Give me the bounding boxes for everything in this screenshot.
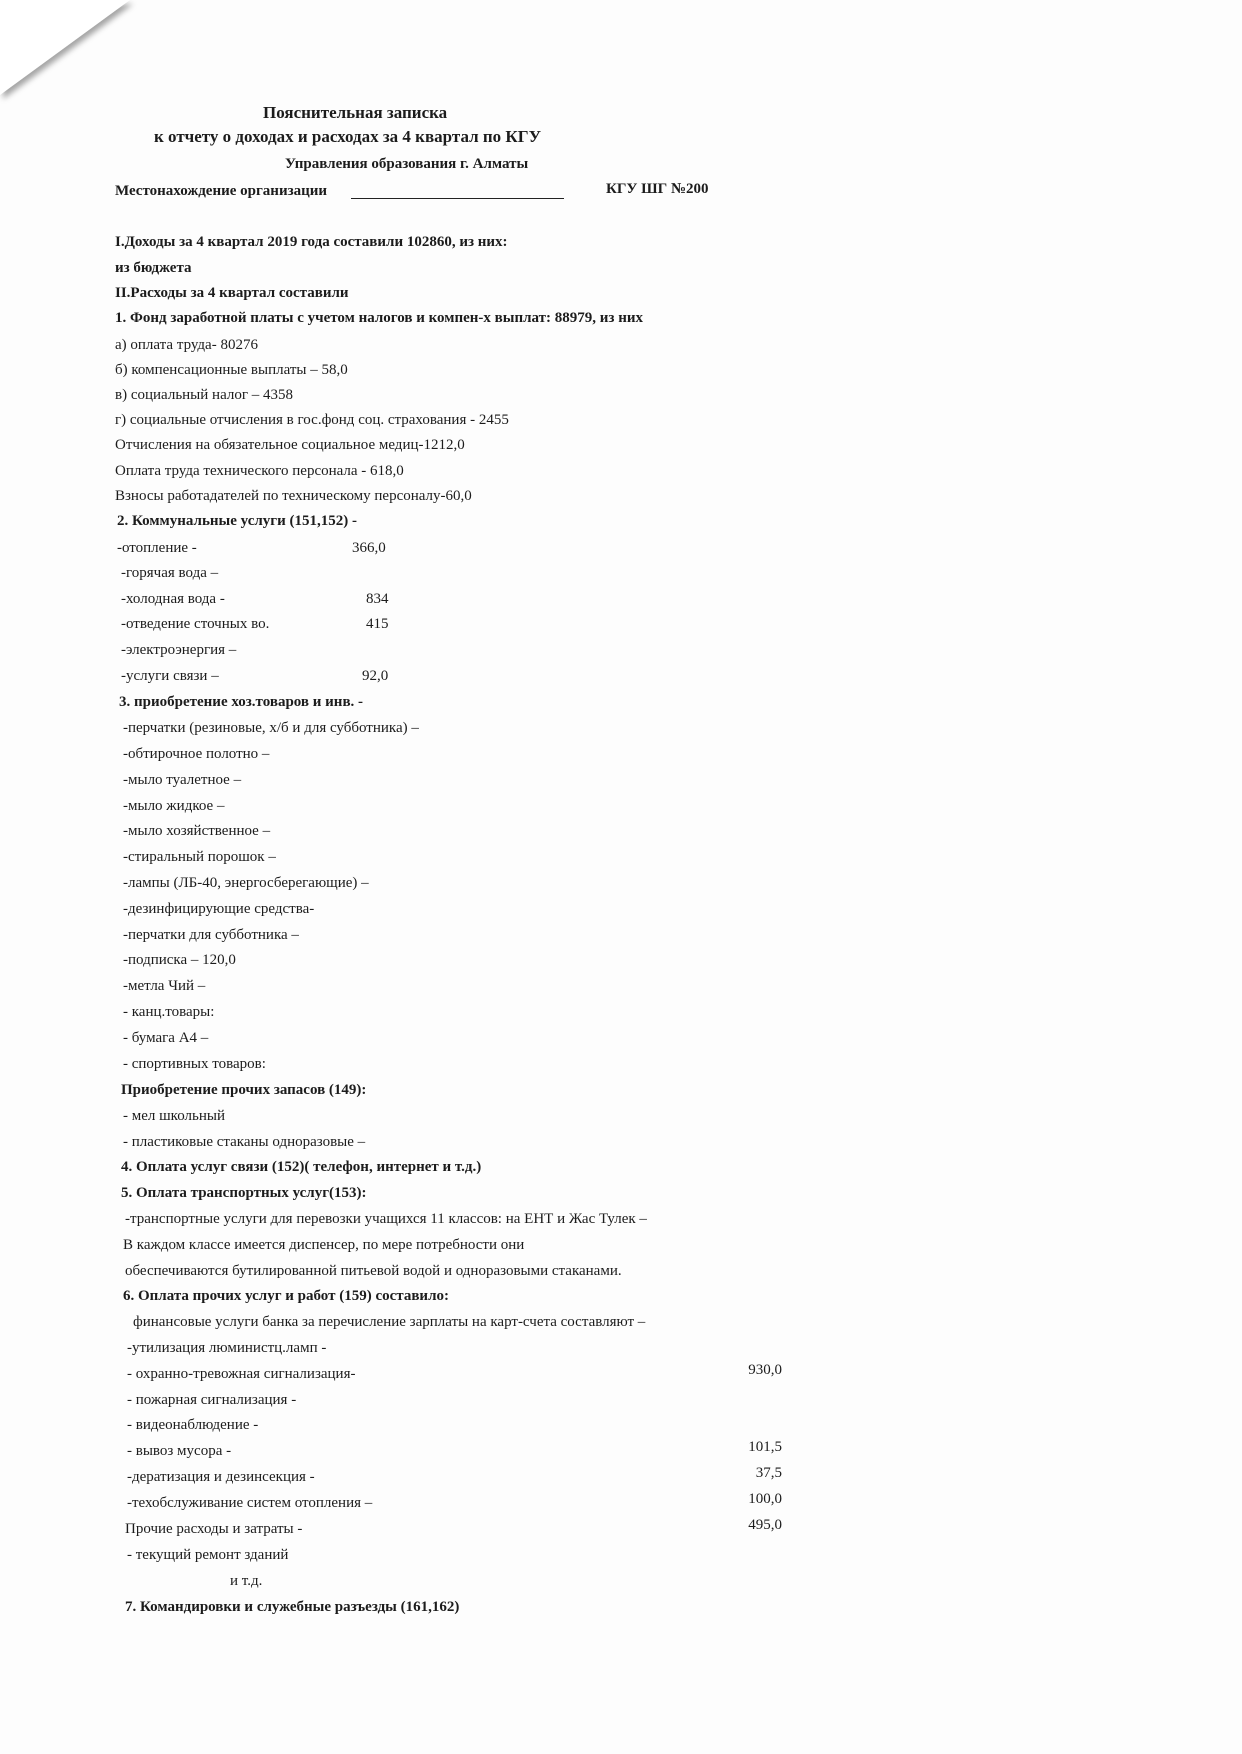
- s2-item-label: -холодная вода -: [121, 591, 225, 607]
- s5-line: В каждом классе имеется диспенсер, по мере потребности они: [123, 1237, 525, 1253]
- s3-item: -мыло хозяйственное –: [123, 823, 271, 839]
- s2-item-value: 366,0: [352, 540, 386, 556]
- s1-item: Взносы работадателей по техническому персоналу-60,0: [115, 488, 472, 504]
- s1-item: б) компенсационные выплаты – 58,0: [115, 362, 348, 378]
- other-stock-item: - пластиковые стаканы одноразовые –: [123, 1134, 366, 1150]
- location-blank-line: [351, 198, 564, 199]
- s6-item-label: - видеонаблюдение -: [127, 1417, 259, 1433]
- s5-line: -транспортные услуги для перевозки учащихся 11 классов: на ЕНТ и Жас Тулек –: [125, 1211, 647, 1227]
- section-7-heading: 7. Командировки и служебные разъезды (161,162): [125, 1599, 460, 1615]
- s6-item-value: 495,0: [748, 1517, 782, 1533]
- section-5-heading: 5. Оплата транспортных услуг(153):: [121, 1185, 367, 1201]
- s3-item: - бумага А4 –: [123, 1030, 209, 1046]
- s3-item: -мыло туалетное –: [123, 772, 242, 788]
- s6-item-label: финансовые услуги банка за перечисление зарплаты на карт-счета составляют –: [133, 1314, 646, 1330]
- income-heading: I.Доходы за 4 квартал 2019 года составили 102860, из них:: [115, 234, 508, 250]
- s3-item: -лампы (ЛБ-40, энергосберегающие) –: [123, 875, 369, 891]
- org-name: КГУ ШГ №200: [606, 181, 709, 197]
- s6-item-label: -техобслуживание систем отопления –: [127, 1495, 373, 1511]
- s2-item-label: -электроэнергия –: [121, 642, 237, 658]
- s1-item: Отчисления на обязательное социальное медиц-1212,0: [115, 437, 465, 453]
- income-source: из бюджета: [115, 260, 192, 276]
- s3-item: -подписка – 120,0: [123, 952, 236, 968]
- s6-item-label: -дератизация и дезинсекция -: [127, 1469, 315, 1485]
- s6-item-value: 101,5: [748, 1439, 782, 1455]
- s1-item: в) социальный налог – 4358: [115, 387, 293, 403]
- other-stock-item: - мел школьный: [123, 1108, 225, 1124]
- s3-item: - спортивных товаров:: [123, 1056, 266, 1072]
- s3-item: -обтирочное полотно –: [123, 746, 270, 762]
- s2-item-value: 834: [366, 591, 389, 607]
- s5-line: обеспечиваются бутилированной питьевой водой и одноразовыми стаканами.: [125, 1263, 622, 1279]
- s6-item-value: 37,5: [755, 1465, 782, 1481]
- section-6-heading: 6. Оплата прочих услуг и работ (159) составило:: [123, 1288, 449, 1304]
- s2-item-label: -горячая вода –: [121, 565, 219, 581]
- s1-item: г) социальные отчисления в гос.фонд соц. страхования - 2455: [115, 412, 509, 428]
- folded-corner: [0, 0, 130, 95]
- section-2-heading: 2. Коммунальные услуги (151,152) -: [117, 513, 357, 529]
- section-1-heading: 1. Фонд заработной платы с учетом налогов и компен-х выплат: 88979, из них: [115, 310, 643, 326]
- s1-item: Оплата труда технического персонала - 618,0: [115, 463, 404, 479]
- s6-item-label: - текущий ремонт зданий: [127, 1547, 289, 1563]
- s3-item: -перчатки (резиновые, х/б и для субботника) –: [123, 720, 419, 736]
- section-4-heading: 4. Оплата услуг связи (152)( телефон, интернет и т.д.): [121, 1159, 482, 1175]
- s6-item-label: - пожарная сигнализация -: [127, 1392, 297, 1408]
- doc-subtitle: к отчету о доходах и расходах за 4 квартал по КГУ: [154, 127, 542, 146]
- expenses-heading: II.Расходы за 4 квартал составили: [115, 285, 349, 301]
- s6-item-label: и т.д.: [230, 1573, 263, 1589]
- other-stock-heading: Приобретение прочих запасов (149):: [121, 1082, 367, 1098]
- s1-item: а) оплата труда- 80276: [115, 337, 258, 353]
- s6-item-label: - охранно-тревожная сигнализация-: [127, 1366, 356, 1382]
- s2-item-value: 92,0: [362, 668, 389, 684]
- s2-item-value: 415: [366, 616, 389, 632]
- s3-item: -стиральный порошок –: [123, 849, 276, 865]
- location-label: Местонахождение организации: [115, 183, 328, 199]
- section-3-heading: 3. приобретение хоз.товаров и инв. -: [119, 694, 364, 710]
- s6-item-value: 100,0: [748, 1491, 782, 1507]
- org-department: Управления образования г. Алматы: [285, 156, 529, 172]
- s2-item-label: -отведение сточных во.: [121, 616, 270, 632]
- s6-item-label: - вывоз мусора -: [127, 1443, 232, 1459]
- s6-item-label: Прочие расходы и затраты -: [125, 1521, 303, 1537]
- doc-title: Пояснительная записка: [263, 103, 448, 122]
- s3-item: - канц.товары:: [123, 1004, 215, 1020]
- s6-item-label: -утилизация люминистц.ламп -: [127, 1340, 327, 1356]
- s6-item-value: 930,0: [748, 1362, 782, 1378]
- s2-item-label: -отопление -: [117, 540, 197, 556]
- s3-item: -перчатки для субботника –: [123, 927, 299, 943]
- s3-item: -метла Чий –: [123, 978, 206, 994]
- s3-item: -мыло жидкое –: [123, 798, 225, 814]
- s3-item: -дезинфицирующие средства-: [123, 901, 315, 917]
- s2-item-label: -услуги связи –: [121, 668, 219, 684]
